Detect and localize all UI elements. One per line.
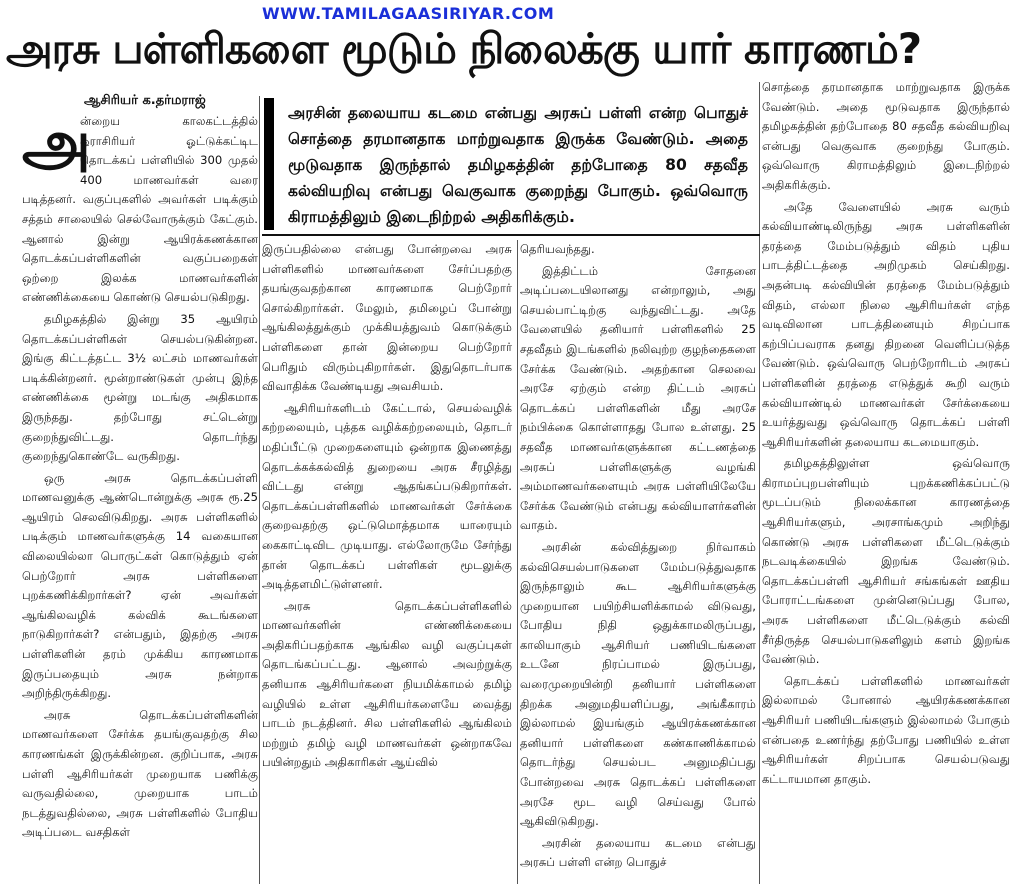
pull-quote: அரசின் தலையாய கடமை என்பது அரசுப் பள்ளி என்ற பொதுச் சொத்தை தரமானதாக மாற்றுவதாக இருக்க வேண்டும். அதை மூடுவதாக இருந்தால் தமிழகத்தின் தற்போதை 80 சதவீத கல்வியறிவு என்பது வெகுவாக குறைந்து போகும். ஒவ்வொரு கிராமத்திலும் இடைநிற்றல் அதிகரிக்கும். xyxy=(264,98,758,230)
article-paragraph: அரசு தொடக்கப்பள்ளிகளில் மாணவர்களின் எண்ணிக்கையை அதிகரிப்பதற்காக ஆங்கில வழி வகுப்புகள் தொடங்கப்பட்டது. ஆனால் அவற்றுக்கு தனியாக ஆசிரியர்களை நியமிக்காமல் தமிழ் வழியில் உள்ள ஆசிரியர்களையே வைத்து பாடம் நடத்தினர். சில பள்ளிகளில் ஆங்கிலம் மற்றும் தமிழ் வழி மாணவர்கள் ஒன்றாகவே பயின்றதும் அதிகாரிகள் ஆய்வில் xyxy=(262,598,512,770)
article-paragraph: அரசின் தலையாய கடமை என்பது அரசுப் பள்ளி என்ற பொதுச் xyxy=(520,835,756,870)
article-paragraph: இத்திட்டம் சோதனை அடிப்படையிலானது என்றாலும், அது செயல்பாட்டிற்கு வந்துவிட்டது. அதே வேளையில் தனியார் பள்ளிகளில் 25 சதவீதம் இடங்களில் நலிவுற்ற குழந்தைகளை சேர்க்க வேண்டும். அதற்கான செலவை அரசே ஏற்கும் என்ற திட்டம் அரசுப் தொடக்கப் பள்ளிகளின் மீது அரசே நம்பிக்கை கொள்ளாதது போல உள்ளது. 25 சதவீத மாணவர்களுக்கான கட்டணத்தை அரசுப் பள்ளிகளுக்கு வழங்கி அம்மாணவர்களையும் அரசு பள்ளியிலேயே சேர்க்க வேண்டும் என்பது கல்வியாளர்களின் வாதம். xyxy=(520,263,756,533)
article-column-4 xyxy=(762,78,1010,884)
article-paragraph: சொத்தை தரமானதாக மாற்றுவதாக இருக்க வேண்டும். அதை மூடுவதாக இருந்தால் தமிழகத்தின் தற்போதை 80 சதவீத கல்வியறிவு என்பது வெகுவாக குறைந்து போகும். ஒவ்வொரு கிராமத்திலும் இடைநிற்றல் அதிகரிக்கும். xyxy=(762,80,1010,192)
article-paragraph: ஆசிரியர்களிடம் கேட்டால், செயல்வழிக் கற்றலையும், புத்தக வழிக்கற்றலையும், தொடர் மதிப்பீட்டு முறைகளையும் ஒன்றாக இணைத்து தொடக்கக்கல்வித் துறையை அரசு சீரழித்து விட்டது என்று ஆதங்கப்படுகிறார்கள். தொடக்கப்பள்ளிகளில் மாணவர்கள் சேர்க்கை குறைவதற்கு ஒட்டுமொத்தமாக யாரையும் கைகாட்டிவிட முடியாது. எல்லோருமே சேர்ந்து தான் தொடக்கப் பள்ளிகள் மூடலுக்கு அடித்தளமிட்டுள்ளனர். xyxy=(262,400,512,592)
article-column-2 xyxy=(262,240,512,884)
column-divider xyxy=(259,96,260,884)
article-paragraph: அரசின் கல்வித்துறை நிர்வாகம் கல்விசெயல்பாடுகளை மேம்படுத்துவதாக இருந்தாலும் கூட ஆசிரியர்களுக்கு முறையான பயிற்சியளிக்காமல் விடுவது, போதிய நிதி ஒதுக்காமலிருப்பது, காலியாகும் ஆசிரியர் பணியிடங்களை உடனே நிரப்பாமல் இருப்பது, வரைமுறையின்றி தனியார் பள்ளிகளை திறக்க அனுமதியளிப்பது, அங்கீகாரம் இல்லாமல் இயங்கும் ஆயிரக்கணக்கான தனியார் பள்ளிகளை கண்காணிக்காமல் தொடர்ந்து செயல்பட அனுமதிப்பது போன்றவை அரசு தொடக்கப் பள்ளிகளை அரசே மூட வழி செய்வது போல் ஆகிவிடுகிறது. xyxy=(520,539,756,829)
article-paragraph: தெரியவந்தது. xyxy=(520,242,595,256)
paragraph-text: ன்றைய காலகட்டத்தில் ஓராசிரியர் ஓட்டுக்கட்டிட தொடக்கப் பள்ளியில் 300 முதல் 400 மாணவர்கள் வரை படித்தனர். வகுப்புகளில் அவர்கள் படிக்கும் சத்தம் சாலையில் செல்வோருக்கும் கேட்கும். ஆனால் இன்று ஆயிரக்கணக்கான தொடக்கப்பள்ளிகளின் வகுப்பறைகள் ஒற்றை இலக்க மாணவர்களின் எண்ணிக்கையை கொண்டு செயல்படுகிறது. xyxy=(22,114,258,305)
article-headline: அரசு பள்ளிகளை மூடும் நிலைக்கு யார் காரணம்? xyxy=(6,24,922,73)
article-paragraph: தமிழகத்திலுள்ள ஒவ்வொரு கிராமப்புறபள்ளியும் புறக்கணிக்கப்பட்டு மூடப்படும் நிலைக்கான காரணத்தை ஆசிரியர்களும், அரசாங்கமும் அறிந்து கொண்டு அரசு பள்ளிகளை மீட்டெடுக்கும் நடவடிக்கையில் இறங்க வேண்டும். தொடக்கப்பள்ளி ஆசிரியர் சங்கங்கள் ஊதிய போராட்டங்களை முன்னெடுப்பது போல, அரசு பள்ளிகளை மீட்டெடுக்கும் கல்வி சீர்திருத்த செயல்பாடுகளிலும் களம் இறங்க வேண்டும். xyxy=(762,456,1010,667)
article-paragraph: அதே வேளையில் அரசு வரும் கல்வியாண்டிலிருந்து அரசு பள்ளிகளின் தரத்தை மேம்படுத்தும் விதம் புதிய பாடத்திட்டத்தை அறிமுகம் செய்கிறது. அதன்படி கல்வியின் தரத்தை மேம்படுத்தும் விதம், எல்லா நிலை ஆசிரியர்கள் எந்த வடிவிலான பாடத்தினையும் சிறப்பாக கற்பிப்பவராக தனது திறனை வெளிப்படுத்த வேண்டும். ஒவ்வொரு பெற்றோரிடம் அரசுப் பள்ளிகளின் தரத்தை எடுத்துக் கூறி வரும் கல்வியாண்டில் மாணவர்கள் சேர்க்கையை உயர்த்துவது ஒவ்வொரு தொடக்கப் பள்ளி ஆசிரியர்களின் தலையாய கடமையாகும். xyxy=(762,199,1010,449)
site-watermark: WWW.TAMILAGAASIRIYAR.COM xyxy=(262,4,555,23)
article-paragraph xyxy=(22,112,258,308)
article-column-3 xyxy=(520,240,756,884)
article-paragraph: தொடக்கப் பள்ளிகளில் மாணவர்கள் இல்லாமல் போனால் ஆயிரக்கணக்கான ஆசிரியர் பணியிடங்களும் இல்லாமல் போகும் என்பதை உணர்ந்து தற்போது பணியில் உள்ள ஆசிரியர்கள் சிறப்பாக செயல்படுவது கட்டாயமான தாகும். xyxy=(762,673,1010,786)
pull-quote-underline xyxy=(262,234,760,236)
drop-cap: அ xyxy=(22,112,91,179)
column-divider xyxy=(759,82,760,884)
article-column-1 xyxy=(22,112,258,884)
article-paragraph: ஒரு அரசு தொடக்கப்பள்ளி மாணவனுக்கு ஆண்டொன்றுக்கு அரசு ரூ.25 ஆயிரம் செலவிடுகிறது. அரசு பள்ளிகளில் படிக்கும் மாணவர்களுக்கு 14 வகையான விலையில்லா பொருட்கள் கொடுத்தும் ஏன் பெற்றோர் அரசு பள்ளிகளை புறக்கணிக்கிறார்கள்? ஏன் அவர்கள் ஆங்கிலவழிக் கல்விக் கூடங்களை நாடுகிறார்கள்? என்பதும், இதற்கு அரசு பள்ளிகளின் தரம் முக்கிய காரணமாக இருப்பதையும் அரசு நன்றாக அறிந்திருக்கிறது. xyxy=(22,470,258,701)
article-paragraph: தமிழகத்தில் இன்று 35 ஆயிரம் தொடக்கப்பள்ளிகள் செயல்படுகின்றன. இங்கு கிட்டத்தட்ட 3½ லட்சம் மாணவர்கள் படிக்கின்றனர். மூன்றாண்டுகள் முன்பு இந்த எண்ணிக்கை மூன்று மடங்கு அதிகமாக இருந்தது. தற்போது சட்டென்று குறைந்துவிட்டது. தொடர்ந்து குறைந்துகொண்டே வருகிறது. xyxy=(22,311,258,464)
article-paragraph: இருப்பதில்லை என்பது போன்றவை அரசு பள்ளிகளில் மாணவர்களை சேர்ப்பதற்கு தயங்குவதற்கான காரணமாக பெற்றோர் சொல்கிறார்கள். மேலும், தமிழைப் போன்று ஆங்கிலத்துக்கும் முக்கியத்துவம் கொடுக்கும் பள்ளிகளை தான் இன்றைய பெற்றோர் பெரிதும் விரும்புகிறார்கள். இதுதொடர்பாக விவாதிக்க வேண்டியது அவசியம். xyxy=(262,242,512,394)
article-paragraph: அரசு தொடக்கப்பள்ளிகளின் மாணவர்களை சேர்க்க தயங்குவதற்கு சில காரணங்கள் இருக்கின்றன. குறிப்பாக, அரசு பள்ளி ஆசிரியர்கள் முறையாக பணிக்கு வருவதில்லை, முறையாக பாடம் நடத்துவதில்லை, அரசு பள்ளிகளில் போதிய அடிப்படை வசதிகள் xyxy=(22,707,258,840)
column-divider xyxy=(517,240,518,884)
author-byline: ஆசிரியர் க.தர்மராஜ் xyxy=(84,93,206,108)
